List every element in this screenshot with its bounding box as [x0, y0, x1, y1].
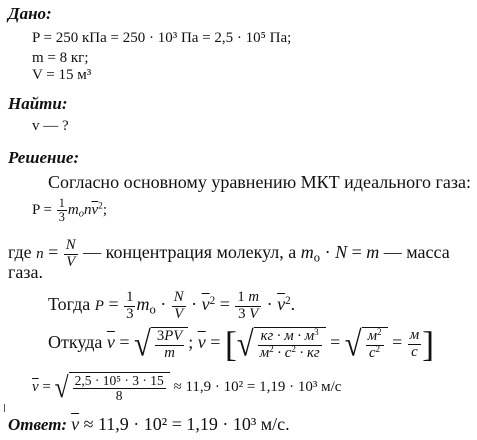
where-text: — концентрация молекул, а [83, 242, 297, 263]
margin-mark [4, 404, 5, 412]
where-mass: — масса [383, 242, 450, 263]
whence-label: Откуда [48, 332, 107, 353]
where-label: где [8, 242, 37, 263]
eq1-lhs: P = [32, 201, 56, 218]
given-volume: V = 15 м³ [32, 67, 92, 83]
find-header: Найти: [8, 94, 68, 113]
gas-word: газа. [8, 262, 43, 282]
calc-denominator: 8 [115, 388, 123, 404]
given-pressure: P = 250 кПа = 250 · 10³ Па = 2,5 · 10⁵ Па; [32, 30, 292, 46]
given-header: Дано: [8, 4, 52, 23]
where-line: где n = $\frac{N}{V}$ — концентрация молекул, а $m_o \cdot N = m$ — масса [8, 237, 450, 270]
solution-header: Решение: [8, 148, 80, 167]
answer-line: Ответ: $\overline{v} \approx 11,9 \cdot 10^2 = 1,19 \cdot 10^3$ м/с. [8, 414, 290, 434]
intro-text: Согласно основному уравнению МКТ идеального газа: [48, 172, 472, 192]
find-target: v — ? [32, 118, 69, 134]
calc-line: $\overline{v}$ = √ $\frac{\text{2,5 · 10⁵ · 3 · 15}}{8}$ ≈ 11,9 · 10² = 1,19 · 10³ м/с [32, 370, 342, 405]
equation-mkt: P = $\frac{1}{3}$ $m_on\overline{v}^2$; [32, 196, 107, 224]
whence-line: Откуда $\overline{v}$ = √ $\frac{3PV}{m}$ ; $\overline{v}$ = [ √ $\frac{кг \cdot м \cdot м^3}{м^2 \cdot с^2 \cdot кг}$ = √ $\frac{м^2}{с^2}$ = $\frac{м}{с}$ ] [48, 324, 435, 364]
answer-header: Ответ: [8, 415, 68, 434]
then-line: Тогда P = $\frac{1}{3}$ $m_o$ · $\frac{N}{V}$ · $\overline{v}^2$ = $\frac{1 m}{3 V}$ · $\overline{v}^2$. [48, 289, 296, 322]
answer-text: ≈ 11,9 · 10² = 1,19 · 10³ м/с. [83, 414, 290, 434]
given-mass: m = 8 кг; [32, 50, 89, 66]
calc-result: ≈ 11,9 · 10² = 1,19 · 10³ м/с [173, 379, 342, 396]
calc-numerator: 2,5 · 10⁵ · 3 · 15 [74, 373, 164, 388]
then-label: Тогда [48, 294, 95, 315]
